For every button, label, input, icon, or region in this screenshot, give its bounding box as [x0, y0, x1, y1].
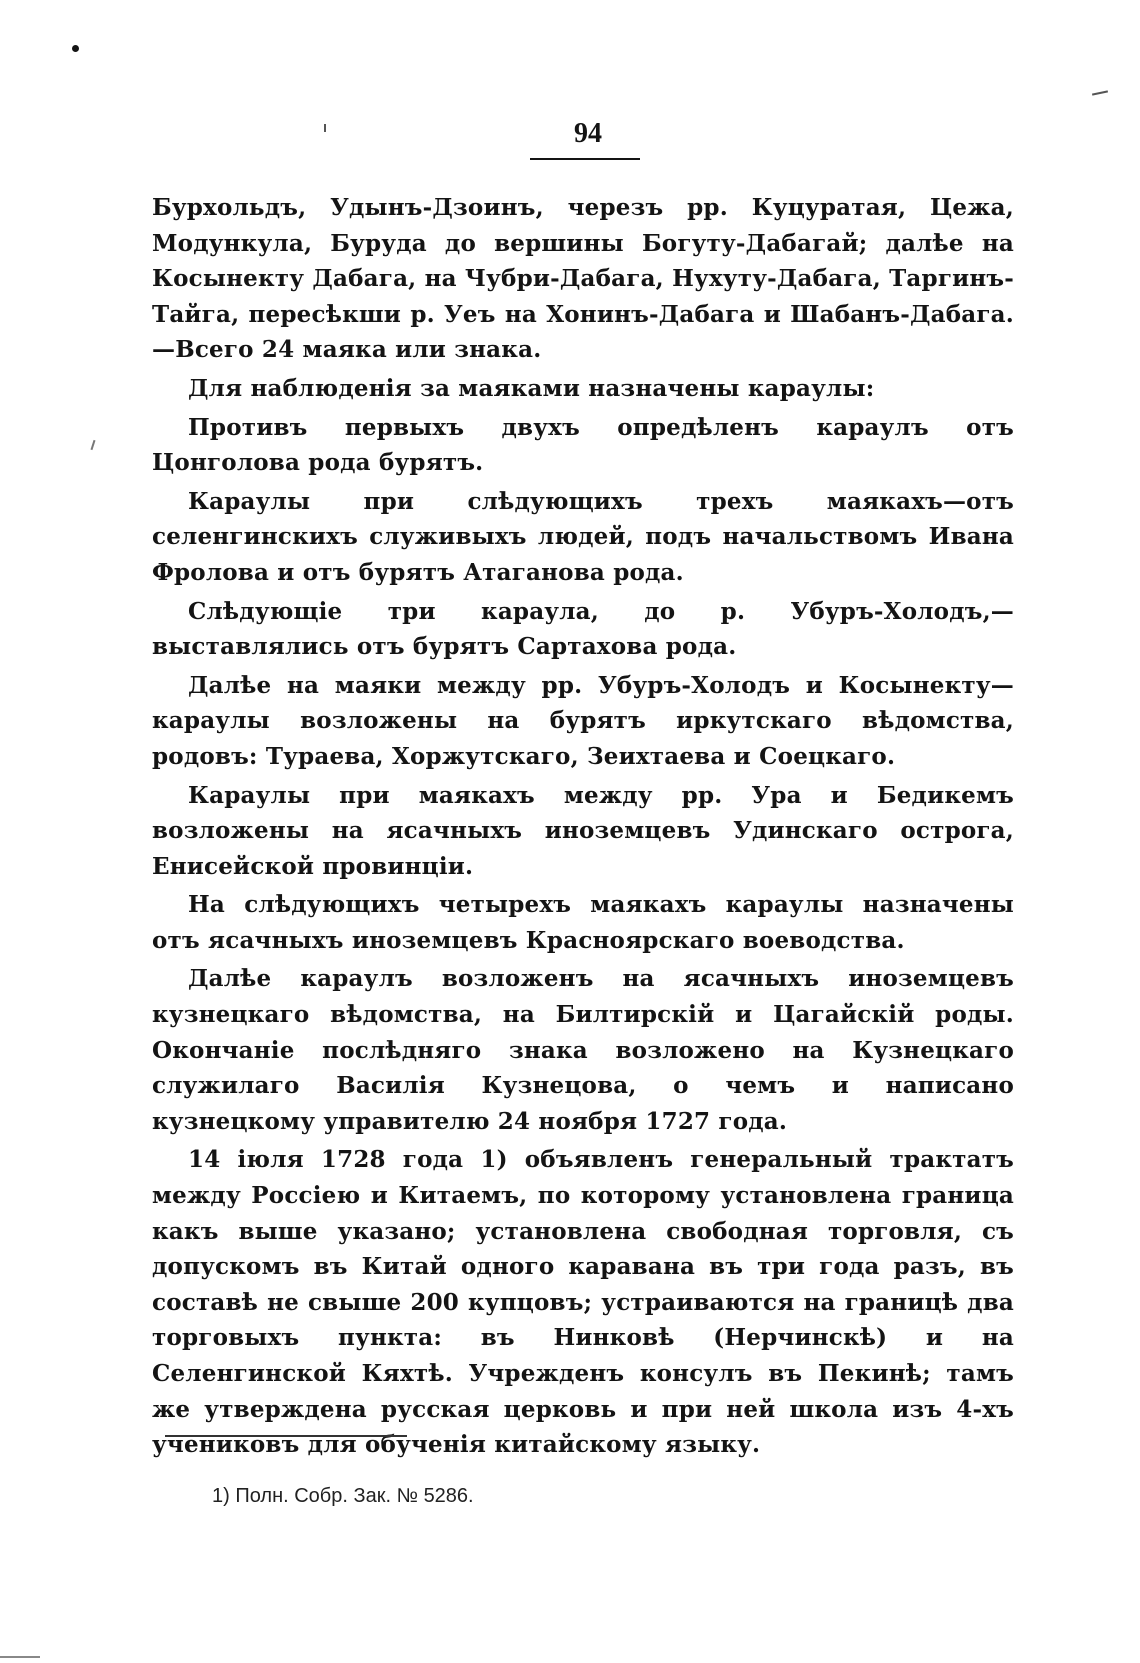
body-text: [152, 190, 1014, 1463]
paragraph: [152, 190, 1014, 368]
paragraph-text: Противъ первыхъ двухъ опредѣленъ караулъ отъ Цонголова рода бурятъ.: [152, 413, 1014, 477]
paragraph-text: Для наблюденія за маяками назначены караулы:: [188, 374, 875, 402]
paragraph: [152, 887, 1014, 958]
footnote: 1) Полн. Собр. Зак. № 5286.: [212, 1485, 474, 1507]
paragraph: [152, 961, 1014, 1139]
paragraph-text: Бурхольдъ, Удынъ-Дзоинъ, черезъ рр. Куцуратая, Цежа, Модункула, Буруда до вершины Богуту-Дабагай; далѣе на Косынекту Дабага, на Чубри-Дабага, Нухуту-Дабага, Таргинъ-Тайга, пересѣкши р. Уеъ на Хонинъ-Дабага и Шабанъ-Дабага.—Всего 24 маяка или знака.: [152, 194, 1014, 364]
scan-mark: [324, 124, 326, 132]
footnote-rule: [165, 1435, 407, 1437]
paragraph-text: На слѣдующихъ четырехъ маякахъ караулы назначены отъ ясачныхъ иноземцевъ Красноярскаго воеводства.: [152, 891, 1014, 954]
paragraph: [152, 484, 1014, 591]
paragraph: [152, 778, 1014, 885]
page-number: 94: [574, 118, 602, 149]
paragraph: [152, 1142, 1014, 1462]
paragraph: [152, 410, 1014, 481]
header-rule: [530, 158, 640, 160]
scan-edge-mark: [0, 1656, 40, 1658]
paragraph: [152, 594, 1014, 665]
paragraph-text: Караулы при слѣдующихъ трехъ маякахъ—отъ селенгинскихъ служивыхъ людей, подъ начальствомъ Ивана Фролова и отъ бурятъ Атаганова рода.: [152, 487, 1014, 586]
paragraph-text: Далѣе на маяки между рр. Убуръ-Холодъ и Косынекту—караулы возложены на бурятъ иркутскаго вѣдомства, родовъ: Тураева, Хоржутскаго, Зеихтаева и Соецкаго.: [152, 671, 1014, 770]
paragraph-text: 14 іюля 1728 года 1) объявленъ генеральный трактатъ между Россіею и Китаемъ, по которому установлена граница какъ выше указано; установлена свободная торговля, съ допускомъ въ Китай одного каравана въ три года разъ, въ составѣ не свыше 200 купцовъ; устраиваются на границѣ два торговыхъ пункта: въ Нинковѣ (Нерчинскѣ) и на Селенгинской Кяхтѣ. Учрежденъ консулъ въ Пекинѣ; тамъ же утверждена русская церковь и при ней школа изъ 4-хъ учениковъ для обученія китайскому языку.: [152, 1146, 1014, 1459]
scan-speck: [72, 45, 79, 52]
paragraph-text: Далѣе караулъ возложенъ на ясачныхъ иноземцевъ кузнецкаго вѣдомства, на Билтирскій и Цагайскій роды. Окончаніе послѣдняго знака возложено на Кузнецкаго служилаго Василія Кузнецова, о чемъ и написано кузнецкому управителю 24 ноября 1727 года.: [152, 965, 1014, 1135]
paragraph-text: Слѣдующіе три караула, до р. Убуръ-Холодъ,—выставлялись отъ бурятъ Сартахова рода.: [152, 597, 1014, 661]
paragraph: [152, 668, 1014, 775]
scan-mark: [1092, 90, 1108, 95]
paragraph-text: Караулы при маякахъ между рр. Ура и Бедикемъ возложены на ясачныхъ иноземцевъ Удинскаго острога, Енисейской провинціи.: [152, 781, 1014, 880]
paragraph: [152, 371, 1014, 407]
scan-mark: [91, 440, 96, 450]
